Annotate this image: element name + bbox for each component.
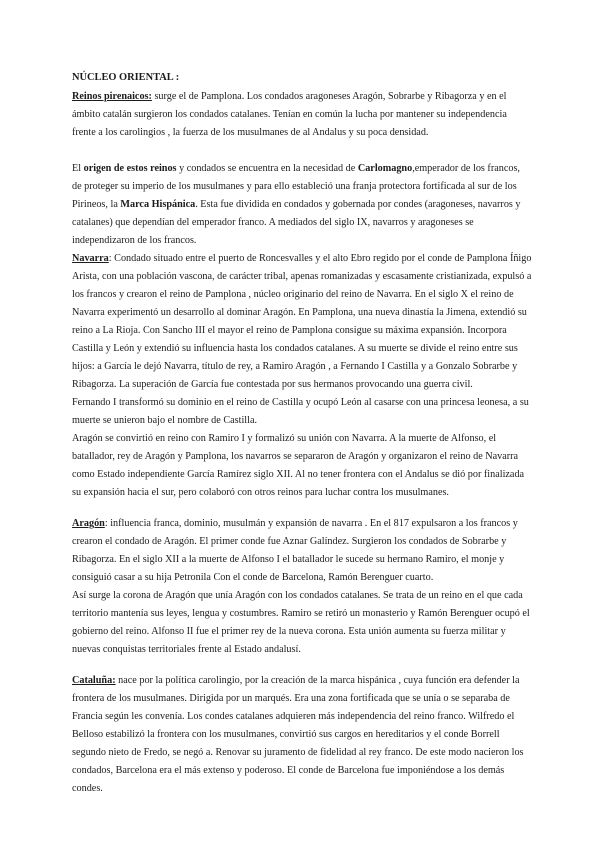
label-navarra: Navarra	[72, 253, 109, 264]
paragraph-reinos-pirenaicos	[72, 88, 532, 142]
paragraph-origen	[72, 160, 532, 250]
text-span: . Esta fue dividida en condados y gobernada por condes (aragoneses, navarros y catalanes) que dependían del emperador franco. A mediados del siglo IX, navarros y aragoneses se independizaron de los francos.	[72, 199, 521, 246]
paragraph-cataluna	[72, 672, 532, 798]
label-reinos-pirenaicos: Reinos pirenaicos:	[72, 91, 152, 102]
paragraph-aragon	[72, 515, 532, 587]
bold-carlomagno: Carlomagno	[357, 163, 413, 174]
text-aragon: : influencia franca, dominio, musulmán y expansión de navarra . En el 817 expulsaron a los francos y crearon el condado de Aragón. El primer conde fue Aznar Galíndez. Surgieron los condados de Sobrarbe y Ribagorza. En el siglo XII a la muerte de Alfonso I el batallador le sucede su hermano Ramiro, el monje y consiguió casar a su hija Petronila Con el conde de Barcelona, Ramón Berenguer cuarto.	[72, 518, 518, 583]
text-span: ,emperador de los francos, de proteger su imperio de los musulmanes y para ello estableció una franja protectora fortificada al sur de los Pirineos, la	[72, 163, 520, 210]
bold-origen: origen de estos reinos	[83, 163, 177, 174]
bold-marca-hispanica: Marca Hispánica	[120, 199, 196, 210]
text-span: El	[72, 163, 84, 174]
page-title: NÚCLEO ORIENTAL :	[72, 72, 180, 83]
paragraph-navarra-fernando: Fernando I transformó su dominio en el reino de Castilla y ocupó León al casarse con una princesa leonesa, a su muerte se unieron bajo el nombre de Castilla.	[72, 397, 529, 426]
label-cataluna: Cataluña:	[72, 675, 116, 686]
label-aragon: Aragón	[72, 518, 105, 529]
paragraph-navarra-aragon: Aragón se convirtió en reino con Ramiro I y formalizó su unión con Navarra. A la muerte de Alfonso, el batallador, rey de Aragón y Pamplona, los navarros se separaron de Aragón y organizaron el reino de Navarra como Estado independiente García Ramírez siglo XII. Al no tener frontera con el Andalus se dió por finalizada su expansión hacia el sur, pero colaboró con otros reinos para luchar contra los musulmanes.	[72, 433, 525, 498]
text-reinos-pirenaicos: surge el de Pamplona. Los condados aragoneses Aragón, Sobrarbe y Ribagorza y en el ámbito catalán surgieron los condados catalanes. Tenían en común la lucha por mantener su independencia frente a los carolingios , la fuerza de los musulmanes de al Andalus y su poca densidad.	[72, 91, 507, 138]
text-cataluna: nace por la política carolingio, por la creación de la marca hispánica , cuya función era defender la frontera de los musulmanes. Dirigida por un marqués. Era una zona fortificada que se unía o se separaba de Francia según les convenía. Los condes catalanes adquieren más independencia del reino franco. Wilfredo el Belloso estabilizó la frontera con los musulmanes, convirtió sus cargos en hereditarios y el conde Borrell segundo nieto de Fredo, se negó a. Renovar su juramento de fidelidad al rey franco. De este modo nacieron los condados, Barcelona era el más extenso y poderoso. El conde de Barcelona fue imponiéndose a los demás condes.	[72, 675, 524, 794]
paragraph-aragon-corona: Así surge la corona de Aragón que unía Aragón con los condados catalanes. Se trata de un reino en el que cada territorio mantenía sus leyes, lengua y costumbres. Ramiro se retiró un monasterio y Ramón Berenguer ocupó el gobierno del reino. Alfonso II fue el primer rey de la nueva corona. Esta unión aumenta su fuerza militar y nuevas conquistas territoriales frente al Estado andalusí.	[72, 590, 530, 655]
text-navarra: : Condado situado entre el puerto de Roncesvalles y el alto Ebro regido por el conde de Pamplona Íñigo Arista, con una población vascona, de carácter tribal, apenas romanizadas y escasamente cristianizada, expulsó a los francos y crearon el reino de Pamplona , núcleo originario del reino de Navarra. En el siglo X el reino de Navarra experimentó un desarrollo al dominar Aragón. En Pamplona, una nueva dinastía la Jimena, extendió su reino a La Rioja. Con Sancho III el mayor el reino de Pamplona consigue su máxima expansión. Incorpora Castilla y León y extendió su influencia hasta los condados catalanes. A su muerte se divide el reino entre sus hijos: a García le dejó Navarra, título de rey, a Ramiro Aragón , a Fernando I Castilla y a Gonzalo Sobrarbe y Ribagorza. La superación de García fue contestada por sus hermanos provocando una guerra civil.	[72, 253, 532, 390]
text-span: y condados se encuentra en la necesidad de	[176, 163, 358, 174]
paragraph-navarra	[72, 250, 532, 394]
